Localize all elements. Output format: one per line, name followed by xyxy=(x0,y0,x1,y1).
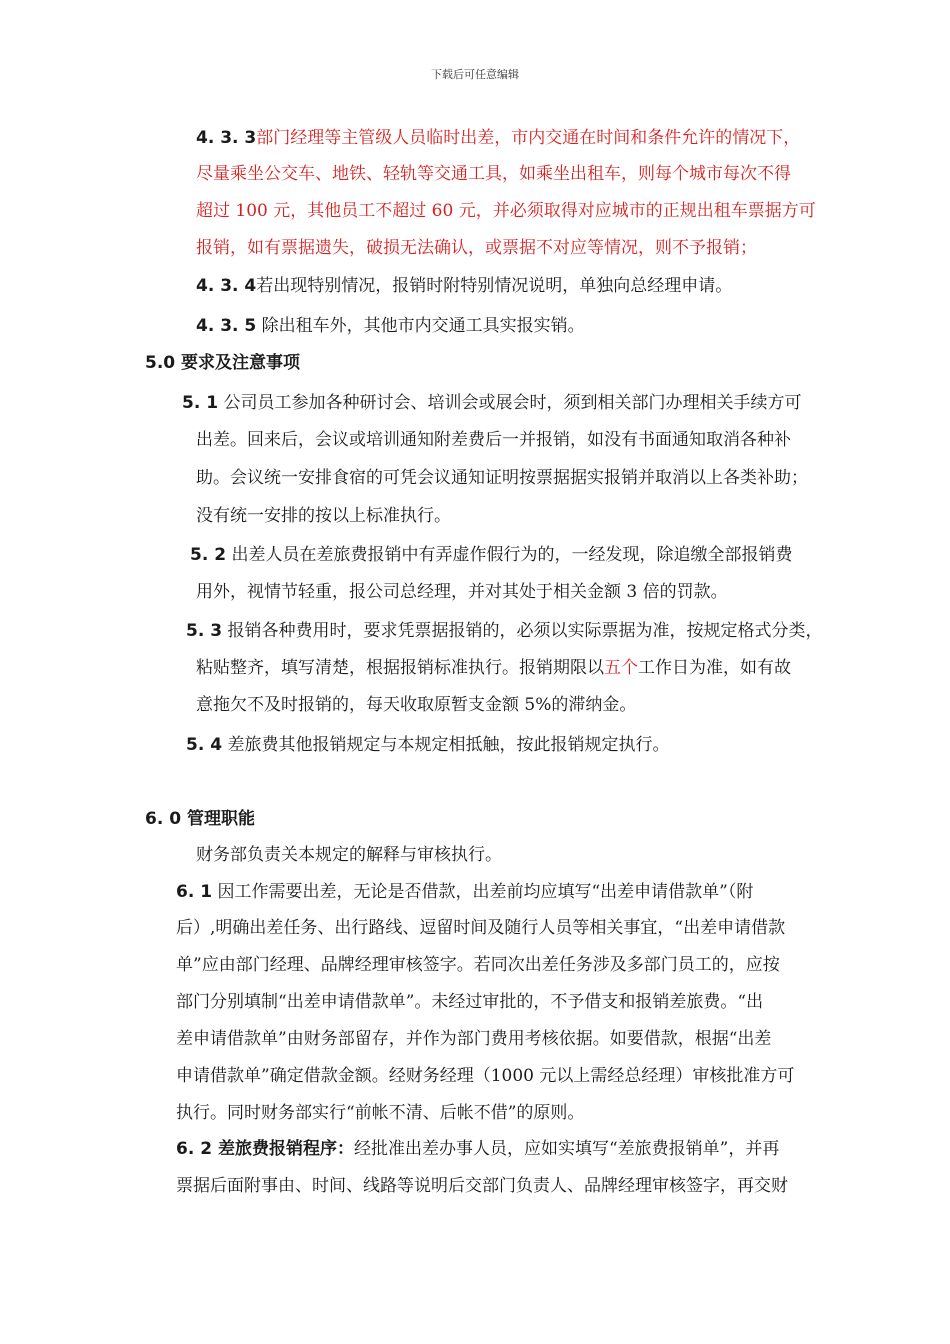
section-5-2-line-2: 用外，视情节轻重，报公司总经理，并对其处于相关金额 3 倍的罚款。 xyxy=(196,582,728,602)
heading-5-0: 5.0 要求及注意事项 xyxy=(145,353,301,373)
section-4-3-3-line-4: 报销，如有票据遗失，破损无法确认，或票据不对应等情况，则不予报销； xyxy=(196,238,757,258)
section-5-3-line-2: 粘贴整齐，填写清楚，根据报销标准执行。报销期限以五个工作日为准，如有故 xyxy=(196,658,791,678)
section-5-1-line-4: 没有统一安排的按以上标准执行。 xyxy=(196,506,451,526)
section-6-1-line-5: 差申请借款单”由财务部留存，并作为部门费用考核依据。如要借款，根据“出差 xyxy=(176,1029,772,1049)
section-6-1-line-2: 后）,明确出差任务、出行路线、逗留时间及随行人员等相关事宜，“出差申请借款 xyxy=(176,918,786,938)
section-6-1-line-4: 部门分别填制“出差申请借款单”。未经过审批的，不予借支和报销差旅费。“出 xyxy=(176,992,764,1012)
section-number: 6. 2 xyxy=(176,1139,213,1159)
section-number: 5. 4 xyxy=(186,735,223,755)
section-number: 5. 1 xyxy=(182,393,219,413)
section-6-1-line-3: 单”应由部门经理、品牌经理审核签字。若同次出差任务涉及多部门员工的，应按 xyxy=(176,955,780,975)
section-4-3-3-line-2: 尽量乘坐公交车、地铁、轻轨等交通工具，如乘坐出租车，则每个城市每次不得 xyxy=(196,164,791,184)
section-6-1-line-7: 执行。同时财务部实行“前帐不清、后帐不借”的原则。 xyxy=(176,1103,585,1123)
section-5-2-line-1: 5. 2 出差人员在差旅费报销中有弄虚作假行为的，一经发现，除追缴全部报销费 xyxy=(190,545,793,565)
section-5-3-line-3: 意拖欠不及时报销的，每天收取原暂支金额 5%的滞纳金。 xyxy=(196,695,637,715)
section-number: 4. 3. 3 xyxy=(196,128,257,148)
section-6-1-line-1: 6. 1 因工作需要出差，无论是否借款，出差前均应填写“出差申请借款单”（附 xyxy=(176,882,754,902)
section-5-4: 5. 4 差旅费其他报销规定与本规定相抵触，按此报销规定执行。 xyxy=(186,735,670,755)
section-4-3-3-line-3: 超过 100 元，其他员工不超过 60 元，并必须取得对应城市的正规出租车票据方可 xyxy=(196,201,816,221)
section-6-intro: 财务部负责关本规定的解释与审核执行。 xyxy=(196,845,502,865)
section-4-3-4: 4. 3. 4若出现特别情况，报销时附特别情况说明，单独向总经理申请。 xyxy=(196,276,733,296)
section-number: 4. 3. 5 xyxy=(196,316,257,336)
section-6-2-title: 差旅费报销程序： xyxy=(212,1139,354,1159)
heading-6-0: 6. 0 管理职能 xyxy=(145,809,255,829)
section-6-1-line-6: 申请借款单”确定借款金额。经财务经理（1000 元以上需经总经理）审核批准方可 xyxy=(176,1066,795,1086)
section-5-1-line-3: 助。会议统一安排食宿的可凭会议通知证明按票据据实报销并取消以上各类补助； xyxy=(196,468,808,488)
section-5-3-line-1: 5. 3 报销各种费用时，要求凭票据报销的，必须以实际票据为准，按规定格式分类， xyxy=(186,621,823,641)
section-number: 6. 1 xyxy=(176,882,213,902)
section-6-2-line-2: 票据后面附事由、时间、线路等说明后交部门负责人、品牌经理审核签字，再交财 xyxy=(176,1176,788,1196)
section-number: 5. 3 xyxy=(186,621,223,641)
section-4-3-5: 4. 3. 5 除出租车外，其他市内交通工具实报实销。 xyxy=(196,316,585,336)
page-header: 下载后可任意编辑 xyxy=(431,68,519,81)
section-5-1-line-1: 5. 1 公司员工参加各种研讨会、培训会或展会时，须到相关部门办理相关手续方可 xyxy=(182,393,802,413)
section-number: 4. 3. 4 xyxy=(196,276,257,296)
highlight-five: 五个 xyxy=(604,658,638,678)
section-6-2-line-1: 6. 2 差旅费报销程序：经批准出差办事人员，应如实填写“差旅费报销单”，并再 xyxy=(176,1139,780,1159)
section-number: 5. 2 xyxy=(190,545,227,565)
section-5-1-line-2: 出差。回来后，会议或培训通知附差费后一并报销，如没有书面通知取消各种补 xyxy=(196,430,791,450)
section-4-3-3-line-1: 4. 3. 3部门经理等主管级人员临时出差，市内交通在时间和条件允许的情况下， xyxy=(196,128,801,148)
